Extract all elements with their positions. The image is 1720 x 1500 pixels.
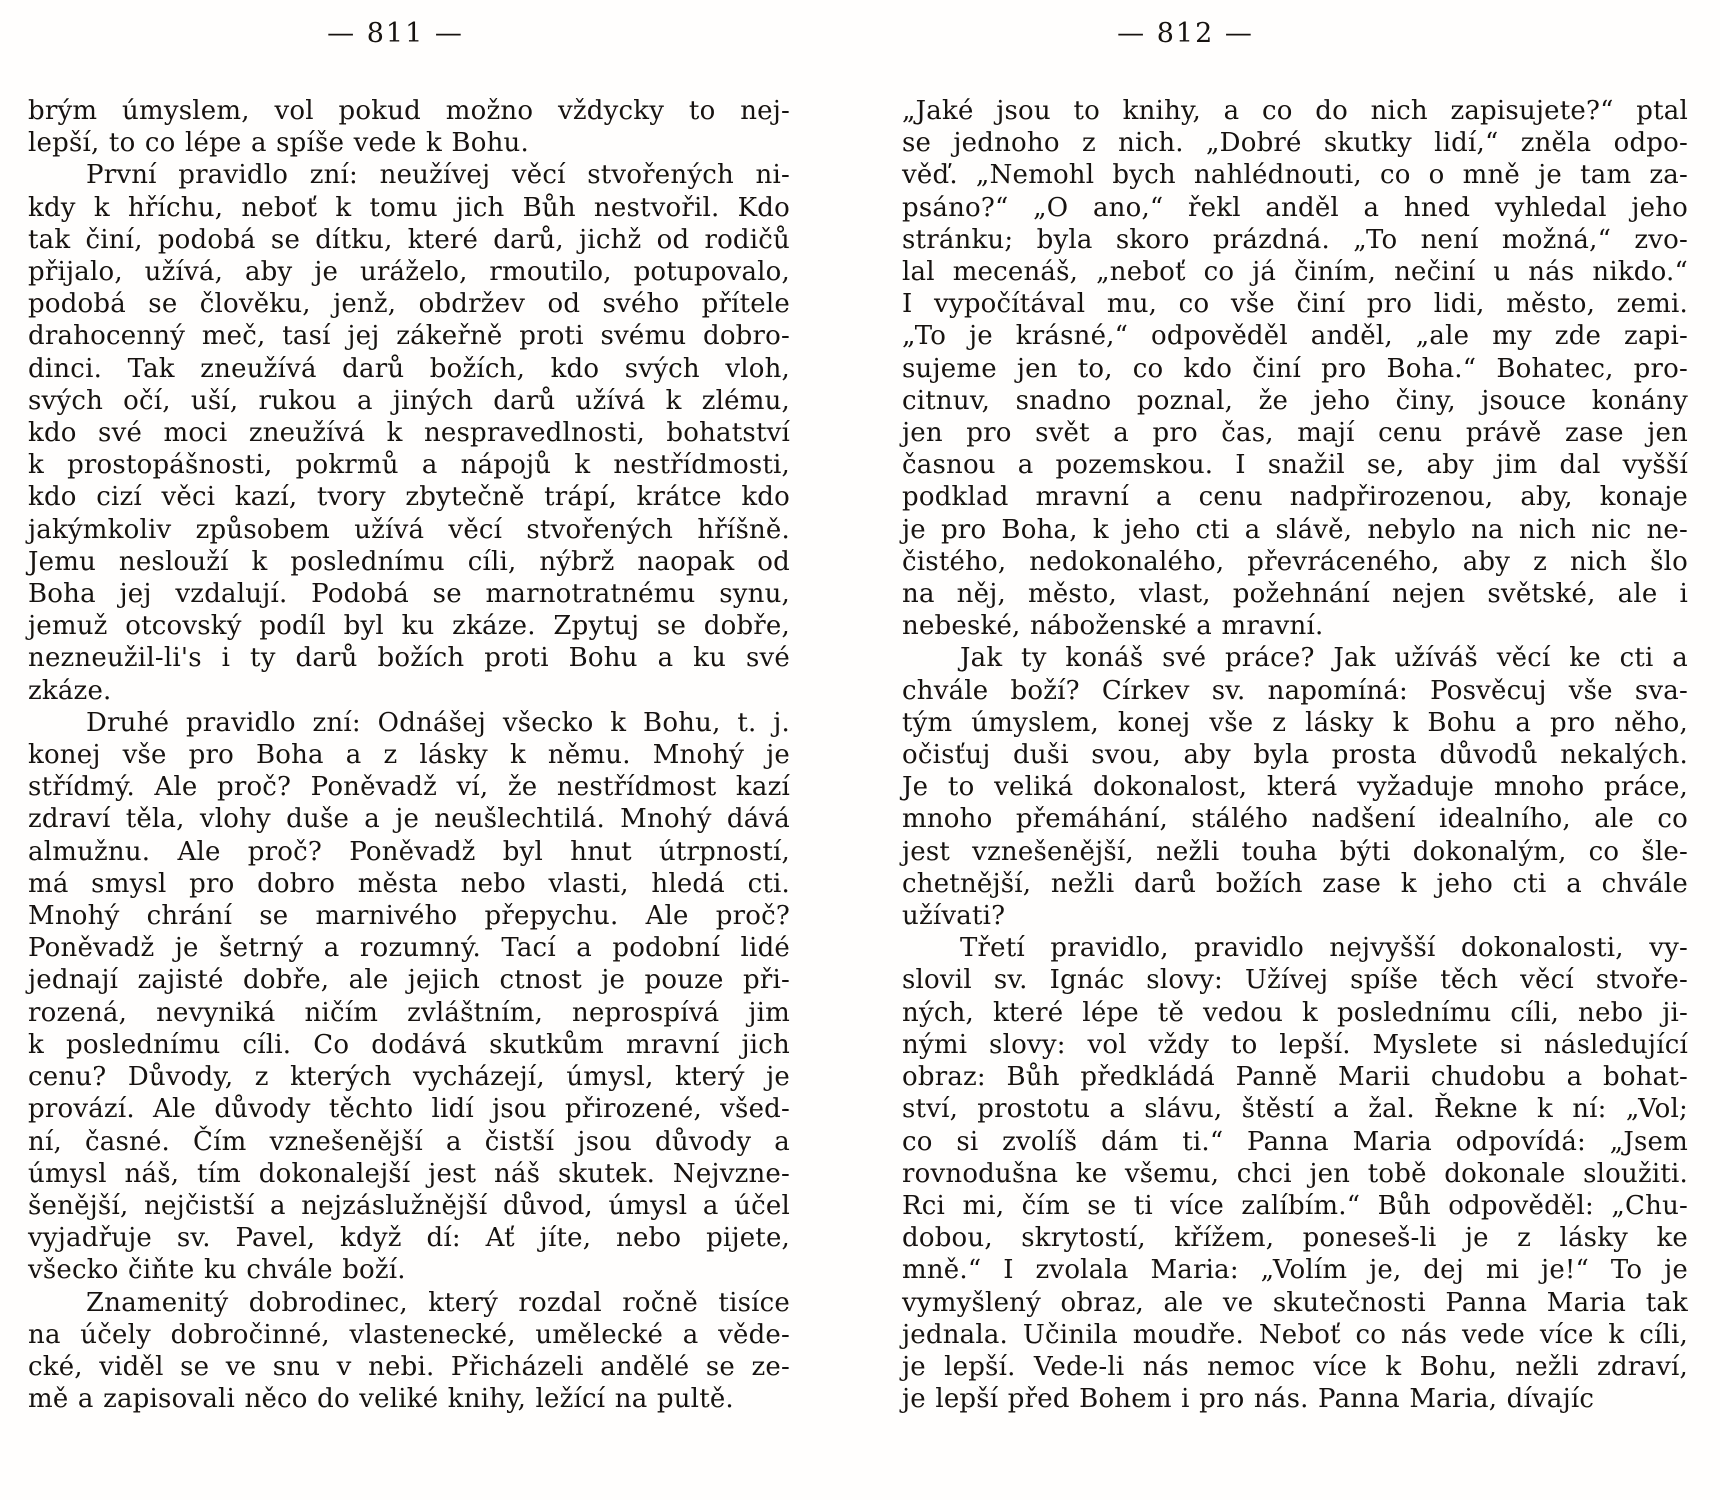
text-line: zdraví těla, vlohy duše a je neušlechtilá. Mnohý dává bbox=[28, 804, 790, 835]
text-line: jen pro svět a pro čas, mají cenu právě zase jen bbox=[902, 418, 1688, 449]
text-line: šenější, nejčistší a nejzáslužnější důvod, úmysl a účel bbox=[28, 1190, 790, 1221]
text-line: chetnější, nežli darů božích zase k jeho cti a chvále bbox=[902, 868, 1688, 899]
text-line: všecko čiňte ku chvále boží. bbox=[28, 1255, 406, 1286]
text-line: lepší, to co lépe a spíše vede k Bohu. bbox=[28, 128, 529, 159]
text-line: věď. „Nemohl bych nahlédnouti, co o mně je tam za- bbox=[902, 160, 1688, 191]
paragraph bbox=[902, 95, 1688, 642]
text-line: stránku; byla skoro prázdná. „To není možná,“ zvo- bbox=[902, 224, 1688, 255]
text-line: Druhé pravidlo zní: Odnášej všecko k Bohu, t. j. bbox=[86, 707, 790, 738]
text-line: k poslednímu cíli. Co dodává skutkům mravní jich bbox=[28, 1029, 790, 1060]
text-line: je lepší před Bohem i pro nás. Panna Maria, dívajíc bbox=[902, 1384, 1595, 1415]
text-line: Poněvadž je šetrný a rozumný. Tací a podobní lidé bbox=[28, 933, 790, 964]
text-line: konej vše pro Boha a z lásky k němu. Mnohý je bbox=[28, 740, 790, 771]
text-line: provází. Ale důvody těchto lidí jsou přirozené, všed- bbox=[28, 1094, 790, 1125]
text-line: Třetí pravidlo, pravidlo nejvyšší dokonalosti, vy- bbox=[960, 933, 1688, 964]
text-line: se jednoho z nich. „Dobré skutky lidí,“ zněla odpo- bbox=[902, 128, 1688, 159]
text-line: rovnodušna ke všemu, chci jen tobě dokonale sloužiti. bbox=[902, 1158, 1688, 1189]
text-line: tým úmyslem, konej vše z lásky k Bohu a pro něho, bbox=[902, 707, 1688, 738]
paragraph bbox=[28, 95, 790, 159]
text-line: očisťuj duši svou, aby byla prosta důvodů nekalých. bbox=[902, 740, 1688, 771]
paragraph bbox=[28, 159, 790, 706]
text-line: citnuv, snadno poznal, že jeho činy, jsouce konány bbox=[902, 385, 1688, 416]
paragraph bbox=[28, 1287, 790, 1416]
text-line: podklad mravní a cenu nadpřirozenou, aby, konaje bbox=[902, 482, 1688, 513]
text-line: rozená, nevyniká ničím zvláštním, neprospívá jim bbox=[28, 997, 790, 1028]
text-line: svých očí, uší, rukou a jiných darů užívá k zlému, bbox=[28, 385, 790, 416]
text-line: Znamenitý dobrodinec, který rozdal ročně tisíce bbox=[86, 1287, 790, 1318]
paragraph bbox=[902, 932, 1688, 1415]
paragraph bbox=[28, 707, 790, 1287]
text-line: Mnohý chrání se marnivého přepychu. Ale proč? bbox=[28, 901, 790, 932]
text-line: jest vznešenější, nežli touha býti dokonalým, co šle- bbox=[902, 836, 1688, 867]
text-line: mnoho přemáhání, stálého nadšení idealního, ale co bbox=[902, 804, 1688, 835]
text-line: tak činí, podobá se dítku, které darů, jichž od rodičů bbox=[28, 224, 790, 255]
text-line: sujeme jen to, co kdo činí pro Boha.“ Bohatec, pro- bbox=[902, 353, 1688, 384]
text-line: je pro Boha, k jeho cti a slávě, nebylo na nich nic ne- bbox=[902, 514, 1688, 545]
text-line: nezneužil-li's i ty darů božích proti Bohu a ku své bbox=[28, 643, 790, 674]
text-line: vymyšlený obraz, ale ve skutečnosti Panna Maria tak bbox=[902, 1287, 1688, 1318]
text-line: obraz: Bůh předkládá Panně Marii chudobu a bohat- bbox=[902, 1062, 1688, 1093]
text-line: kdy k hříchu, neboť k tomu jich Bůh nestvořil. Kdo bbox=[28, 192, 790, 223]
text-line: almužnu. Ale proč? Poněvadž byl hnut útrpností, bbox=[28, 836, 790, 867]
text-line: užívati? bbox=[902, 901, 1006, 932]
text-line: vyjadřuje sv. Pavel, když dí: Ať jíte, nebo pijete, bbox=[28, 1223, 790, 1254]
text-line: na něj, město, vlast, požehnání nejen světské, ale i bbox=[902, 579, 1688, 610]
text-line: nými slovy: vol vždy to lepší. Myslete si následující bbox=[902, 1029, 1688, 1060]
text-line: čistého, nedokonalého, převráceného, aby z nich šlo bbox=[902, 546, 1688, 577]
text-line: „To je krásné,“ odpověděl anděl, „ale my zde zapi- bbox=[902, 321, 1688, 352]
text-line: jakýmkoliv způsobem užívá věcí stvořených hříšně. bbox=[28, 514, 790, 545]
text-line: přijalo, užívá, aby je uráželo, rmoutilo, potupovalo, bbox=[28, 257, 790, 288]
text-line: ství, prostotu a slávu, štěstí a žal. Řekne k ní: „Vol; bbox=[902, 1094, 1688, 1125]
text-line: ní, časné. Čím vznešenější a čistší jsou důvody a bbox=[28, 1126, 790, 1157]
text-line: jednala. Učinila moudře. Neboť co nás vede více k cíli, bbox=[902, 1319, 1688, 1350]
text-line: podobá se člověku, jenž, obdržev od svého přítele bbox=[28, 289, 790, 320]
text-line: dobou, skrytostí, křížem, poneseš-li je z lásky ke bbox=[902, 1223, 1688, 1254]
right-page-number: — 812 — bbox=[1117, 18, 1254, 49]
text-line: střídmý. Ale proč? Poněvadž ví, že nestřídmost kazí bbox=[28, 772, 790, 803]
text-line: I vypočítával mu, co vše činí pro lidi, město, zemi. bbox=[902, 289, 1688, 320]
text-line: dinci. Tak zneužívá darů božích, kdo svých vloh, bbox=[28, 353, 790, 384]
text-line: jednají zajisté dobře, ale jejich ctnost je pouze při- bbox=[28, 965, 790, 996]
text-line: Rci mi, čím se ti více zalíbím.“ Bůh odpověděl: „Chu- bbox=[902, 1190, 1688, 1221]
text-line: brým úmyslem, vol pokud možno vždycky to nej- bbox=[28, 96, 790, 126]
text-line: jemuž otcovský podíl byl ku zkáze. Zpytuj se dobře, bbox=[28, 611, 790, 642]
text-line: má smysl pro dobro města nebo vlasti, hledá cti. bbox=[28, 868, 790, 899]
text-line: cké, viděl se ve snu v nebi. Přicházeli andělé se ze- bbox=[28, 1351, 790, 1382]
text-line: cenu? Důvody, z kterých vycházejí, úmysl, který je bbox=[28, 1062, 790, 1093]
text-line: „Jaké jsou to knihy, a co do nich zapisujete?“ ptal bbox=[902, 96, 1688, 126]
text-line: ných, které lépe tě vedou k poslednímu cíli, nebo ji- bbox=[902, 997, 1688, 1028]
left-text-column bbox=[28, 95, 790, 1415]
text-line: lal mecenáš, „neboť co já činím, nečiní u nás nikdo.“ bbox=[902, 257, 1688, 288]
text-line: je lepší. Vede-li nás nemoc více k Bohu, nežli zdraví, bbox=[902, 1351, 1688, 1382]
text-line: mě a zapisovali něco do veliké knihy, ležící na pultě. bbox=[28, 1384, 734, 1415]
right-text-column bbox=[902, 95, 1688, 1415]
paragraph bbox=[902, 642, 1688, 932]
text-line: nebeské, náboženské a mravní. bbox=[902, 611, 1324, 642]
text-line: kdo své moci zneužívá k nespravedlnosti, bohatství bbox=[28, 418, 790, 449]
text-line: První pravidlo zní: neužívej věcí stvořených ni- bbox=[86, 160, 790, 191]
text-line: Jak ty konáš své práce? Jak užíváš věcí ke cti a bbox=[960, 643, 1688, 674]
text-line: psáno?“ „O ano,“ řekl anděl a hned vyhledal jeho bbox=[902, 192, 1688, 223]
text-line: na účely dobročinné, vlastenecké, umělecké a věde- bbox=[28, 1319, 790, 1350]
text-line: co si zvolíš dám ti.“ Panna Maria odpovídá: „Jsem bbox=[902, 1126, 1688, 1157]
text-line: chvále boží? Církev sv. napomíná: Posvěcuj vše sva- bbox=[902, 675, 1688, 706]
text-line: Je to veliká dokonalost, která vyžaduje mnoho práce, bbox=[902, 772, 1688, 803]
text-line: drahocenný meč, tasí jej zákeřně proti svému dobro- bbox=[28, 321, 790, 352]
text-line: k prostopášnosti, pokrmů a nápojů k nestřídmosti, bbox=[28, 450, 790, 481]
text-line: zkáze. bbox=[28, 675, 112, 706]
text-line: mně.“ I zvolala Maria: „Volím je, dej mi je!“ To je bbox=[902, 1255, 1688, 1286]
text-line: kdo cizí věci kazí, tvory zbytečně trápí, krátce kdo bbox=[28, 482, 790, 513]
text-line: časnou a pozemskou. I snažil se, aby jim dal vyšší bbox=[902, 450, 1688, 481]
text-line: Boha jej vzdalují. Podobá se marnotratnému synu, bbox=[28, 579, 790, 610]
text-line: slovil sv. Ignác slovy: Užívej spíše těch věcí stvoře- bbox=[902, 965, 1688, 996]
left-page-number: — 811 — bbox=[327, 18, 464, 49]
text-line: Jemu neslouží k poslednímu cíli, nýbrž naopak od bbox=[28, 546, 790, 577]
text-line: úmysl náš, tím dokonalejší jest náš skutek. Nejvzne- bbox=[28, 1158, 790, 1189]
